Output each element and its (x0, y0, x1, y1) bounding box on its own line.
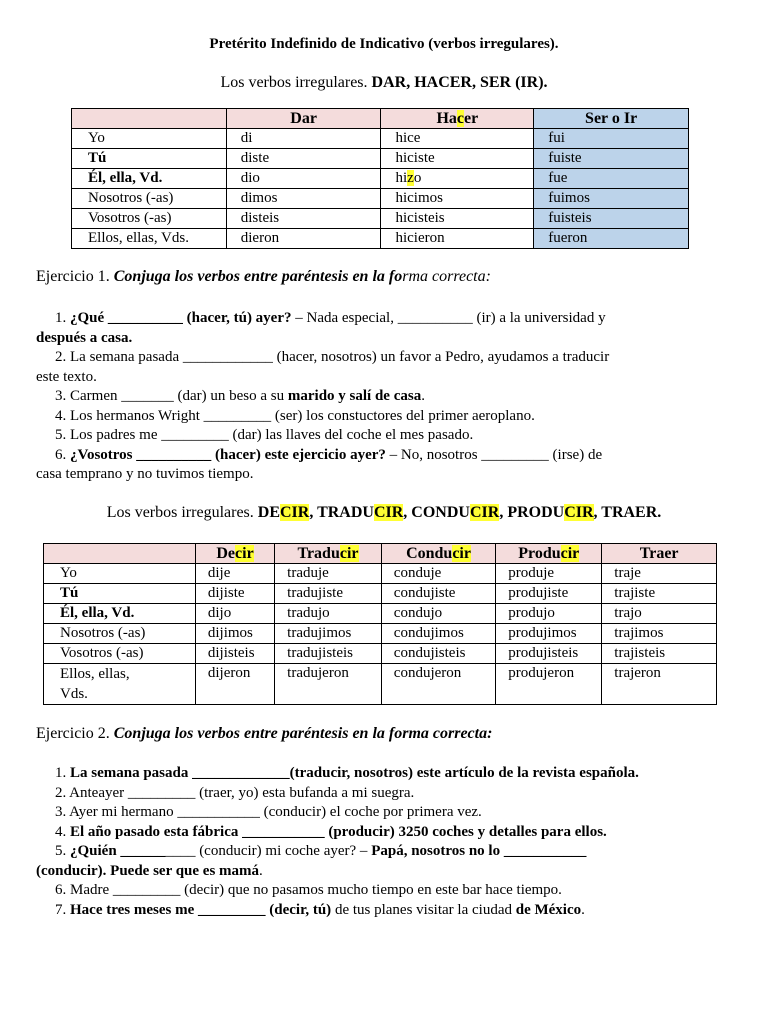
verb-form-cell: produjeron (496, 664, 602, 705)
verb-text: TRADU (317, 504, 374, 521)
pronoun-cell: Nosotros (-as) (72, 189, 227, 209)
item-text: marido y salí de casa (287, 388, 422, 404)
verb-text: , (499, 504, 504, 521)
pronoun-cell: Él, ella, Vd. (72, 169, 227, 189)
exercise-item (36, 387, 731, 407)
verb-text: , (309, 504, 314, 521)
header-highlight: cir (452, 545, 471, 562)
verb-form-cell: dije (195, 564, 274, 584)
pronoun-cell: Tú (44, 584, 196, 604)
verb-form-cell: tradujimos (275, 624, 382, 644)
item-number: 5. (55, 427, 67, 443)
item-text: La semana pasada ____________ (hacer, nosotros) un favor a Pedro, ayudamos a traducir (66, 349, 610, 365)
exercise-item (36, 842, 731, 881)
verb-word (601, 504, 661, 521)
table2-header-cell (195, 544, 274, 564)
exercise-item (36, 348, 731, 387)
exercise-item (36, 881, 731, 901)
verb-form-cell (381, 129, 534, 149)
exercise2-heading: Ejercicio 2. Conjuga los verbos entre paréntesis en la forma correcta: (36, 725, 493, 742)
table2-header-cell (275, 544, 382, 564)
verb-word (411, 504, 503, 521)
form-text: hicimos (395, 190, 443, 206)
exercise-item (36, 784, 731, 804)
table-row (44, 604, 717, 624)
exercise-item (36, 309, 731, 348)
exercise-item (36, 901, 731, 921)
verb-text: TRAER. (601, 504, 662, 521)
item-text: . (581, 901, 585, 918)
verb-form-cell: trajiste (602, 584, 717, 604)
table1-header-ser-ir: Ser o Ir (534, 109, 689, 129)
form-text: fuisteis (548, 210, 592, 226)
verb-form-cell (226, 149, 381, 169)
verb-form-cell: dijimos (195, 624, 274, 644)
form-highlight: z (407, 170, 414, 186)
item-text: ¿Quién ______ (66, 843, 166, 859)
table-row (72, 129, 689, 149)
verb-word (317, 504, 407, 521)
verb-form-cell (534, 129, 689, 149)
header-text: Produ (518, 545, 561, 562)
pronoun-cell: Ellos, ellas, Vds. (44, 664, 196, 705)
verb-highlight: CIR (373, 504, 404, 521)
form-text: fuiste (548, 150, 582, 166)
form-text: hi (395, 170, 408, 186)
form-text: fuimos (548, 190, 590, 206)
item-text: Los padres me _________ (dar) las llaves del coche el mes pasado. (66, 427, 474, 443)
verb-form-cell: produjisteis (496, 644, 602, 664)
table1-header-dar: Dar (226, 109, 381, 129)
item-text: (conducir). Puede ser que es mamá (36, 862, 260, 879)
item-number: 1. (55, 765, 67, 781)
verb-form-cell: produjiste (496, 584, 602, 604)
section1-verbs: DAR, HACER, SER (IR). (371, 74, 548, 91)
conjugation-table-decir-traer (43, 543, 717, 705)
pronoun-cell: Nosotros (-as) (44, 624, 196, 644)
verb-form-cell (534, 189, 689, 209)
pronoun-cell: Yo (72, 129, 227, 149)
item-text: Los hermanos Wright _________ (ser) los constuctores del primer aeroplano. (66, 407, 535, 424)
verb-form-cell (226, 189, 381, 209)
item-text: La semana pasada _____________(traducir, nosotros) este artículo de la revista española. (66, 765, 639, 781)
table-row (72, 149, 689, 169)
verb-form-cell (381, 169, 534, 189)
item-number: 4. (55, 407, 67, 424)
pronoun-cell: Vosotros (-as) (44, 644, 196, 664)
item-text: – Nada especial, __________ (ir) a la universidad y (291, 310, 606, 326)
verb-form-cell: trajo (602, 604, 717, 624)
verb-form-cell (226, 229, 381, 249)
form-text: di (240, 130, 253, 146)
verb-text: , (403, 504, 408, 521)
verb-form-cell: condujeron (381, 664, 495, 705)
item-text: ____ (conducir) mi coche ayer? – (165, 843, 372, 859)
form-text: hicisteis (395, 210, 445, 226)
table-row (72, 169, 689, 189)
verb-text: DE (257, 504, 280, 521)
form-text: fui (548, 130, 565, 146)
verb-form-cell: condujo (381, 604, 495, 624)
item-number: 2. (55, 349, 67, 365)
item-text: Madre _________ (decir) que no pasamos mucho tiempo en este bar hace tiempo. (66, 882, 562, 898)
verb-form-cell (534, 209, 689, 229)
verb-form-cell (534, 169, 689, 189)
item-text: Ayer mi hermano ___________ (conducir) el coche por primera vez. (66, 804, 482, 820)
item-text: este texto. (36, 368, 97, 385)
form-text: dimos (240, 190, 278, 206)
verb-form-cell: tradujisteis (275, 644, 382, 664)
verb-text: , (593, 504, 598, 521)
table2-header-empty (44, 544, 196, 564)
item-text: después a casa. (36, 329, 133, 346)
verb-form-cell (381, 209, 534, 229)
verb-form-cell: traduje (275, 564, 382, 584)
table-row (44, 564, 717, 584)
form-text: o (413, 170, 422, 186)
table1-header-hacer: Hacer (381, 109, 534, 129)
verb-form-cell (534, 149, 689, 169)
header-highlight: cir (235, 545, 254, 562)
form-text: fueron (548, 230, 588, 246)
item-text: . (421, 388, 425, 404)
table2-header-cell (381, 544, 495, 564)
item-number: 6. (55, 882, 67, 898)
pronoun-cell: Vosotros (-as) (72, 209, 227, 229)
form-text: hicieron (395, 230, 445, 246)
item-number: 1. (55, 310, 67, 326)
verb-form-cell: trajisteis (602, 644, 717, 664)
item-text: Papá, nosotros no lo ___________ (371, 843, 587, 859)
form-text: disteis (240, 210, 280, 226)
pronoun-cell: Ellos, ellas, Vds. (72, 229, 227, 249)
item-number: 3. (55, 388, 67, 404)
table-row (72, 189, 689, 209)
header-text: Condu (406, 545, 453, 562)
header-text: Traer (639, 545, 679, 562)
item-text: Carmen _______ (dar) un beso a su (66, 388, 288, 404)
form-text: diste (240, 150, 270, 166)
verb-form-cell (381, 229, 534, 249)
verb-form-cell: trajimos (602, 624, 717, 644)
item-text: ¿Vosotros __________ (hacer) este ejercicio ayer? (66, 446, 386, 463)
verb-form-cell: dijiste (195, 584, 274, 604)
verb-form-cell: produjimos (496, 624, 602, 644)
item-number: 3. (55, 804, 67, 820)
verb-form-cell: produjo (496, 604, 602, 624)
table-row (44, 664, 717, 705)
conjugation-table-dar-hacer-ser (71, 108, 689, 249)
exercise-item (36, 823, 731, 843)
verb-form-cell: tradujeron (275, 664, 382, 705)
verb-form-cell: condujisteis (381, 644, 495, 664)
item-text: de México (515, 901, 582, 918)
table2-header-cell (496, 544, 602, 564)
exercise-item (36, 764, 731, 784)
table-row (72, 209, 689, 229)
verb-word (258, 504, 314, 521)
item-text: de tus planes visitar la ciudad (331, 901, 516, 918)
header-highlight: cir (560, 545, 580, 562)
form-text: hiciste (395, 150, 435, 166)
header-text: De (216, 545, 236, 562)
pronoun-cell: Él, ella, Vd. (44, 604, 196, 624)
item-number: 6. (55, 446, 67, 463)
form-text: dio (240, 170, 260, 186)
pronoun-cell: Tú (72, 149, 227, 169)
item-text: casa temprano y no tuvimos tiempo. (36, 466, 254, 482)
verb-highlight: CIR (564, 504, 594, 521)
verb-text: CONDU (411, 504, 470, 521)
table-row (44, 584, 717, 604)
exercise-item (36, 407, 731, 427)
verb-form-cell: tradujo (275, 604, 382, 624)
exercise1-list (36, 309, 731, 485)
verb-form-cell: traje (602, 564, 717, 584)
item-text: ¿Qué __________ (hacer, tú) ayer? (66, 310, 292, 326)
form-text: dieron (240, 230, 280, 246)
verb-form-cell: trajeron (602, 664, 717, 705)
item-number: 5. (55, 843, 67, 859)
verb-form-cell: produje (496, 564, 602, 584)
verb-form-cell (226, 129, 381, 149)
verb-form-cell: tradujiste (275, 584, 382, 604)
page-title: Pretérito Indefinido de Indicativo (verbos irregulares). (209, 36, 559, 52)
item-number: 4. (55, 823, 67, 840)
verb-form-cell (226, 209, 381, 229)
verb-form-cell: dijeron (195, 664, 274, 705)
verb-text: PRODU (507, 504, 565, 521)
table-row (44, 644, 717, 664)
verb-form-cell (534, 229, 689, 249)
verb-highlight: CIR (280, 504, 310, 521)
item-number: 2. (55, 784, 67, 801)
verb-form-cell: condujimos (381, 624, 495, 644)
item-number: 7. (55, 901, 67, 918)
form-text: fue (548, 170, 568, 186)
header-highlight: cir (339, 545, 359, 562)
section1-intro: Los verbos irregulares. DAR, HACER, SER (IR). (220, 74, 548, 91)
form-text: hice (395, 130, 421, 146)
pronoun-cell: Yo (44, 564, 196, 584)
exercise1-heading: Ejercicio 1. Conjuga los verbos entre paréntesis en la forma correcta: (36, 268, 491, 285)
item-text: El año pasado esta fábrica ___________ (producir) 3250 coches y detalles para ellos. (66, 823, 607, 840)
verb-form-cell: dijisteis (195, 644, 274, 664)
table-row (72, 229, 689, 249)
table-row (44, 624, 717, 644)
verb-form-cell (381, 149, 534, 169)
verb-form-cell: conduje (381, 564, 495, 584)
verb-form-cell (226, 169, 381, 189)
exercise-item (36, 803, 731, 823)
exercise-item (36, 446, 731, 485)
verb-word (507, 504, 597, 521)
item-text: Hace tres meses me _________ (decir, tú) (66, 901, 332, 918)
verb-highlight: CIR (469, 504, 500, 521)
section2-verbs (258, 504, 662, 521)
item-text: . (259, 862, 263, 879)
header-text: Tradu (297, 545, 340, 562)
exercise2-list (36, 764, 731, 920)
section2-intro: Los verbos irregulares. DECIR, TRADUCIR, CONDUCIR, PRODUCIR, TRAER. (106, 504, 662, 521)
verb-form-cell: condujiste (381, 584, 495, 604)
table1-header-empty (72, 109, 227, 129)
exercise-item (36, 426, 731, 446)
item-text: – No, nosotros _________ (irse) de (385, 446, 603, 463)
item-text: Anteayer _________ (traer, yo) esta bufanda a mi suegra. (66, 784, 415, 801)
verb-form-cell (381, 189, 534, 209)
verb-form-cell: dijo (195, 604, 274, 624)
table2-header-cell (602, 544, 717, 564)
